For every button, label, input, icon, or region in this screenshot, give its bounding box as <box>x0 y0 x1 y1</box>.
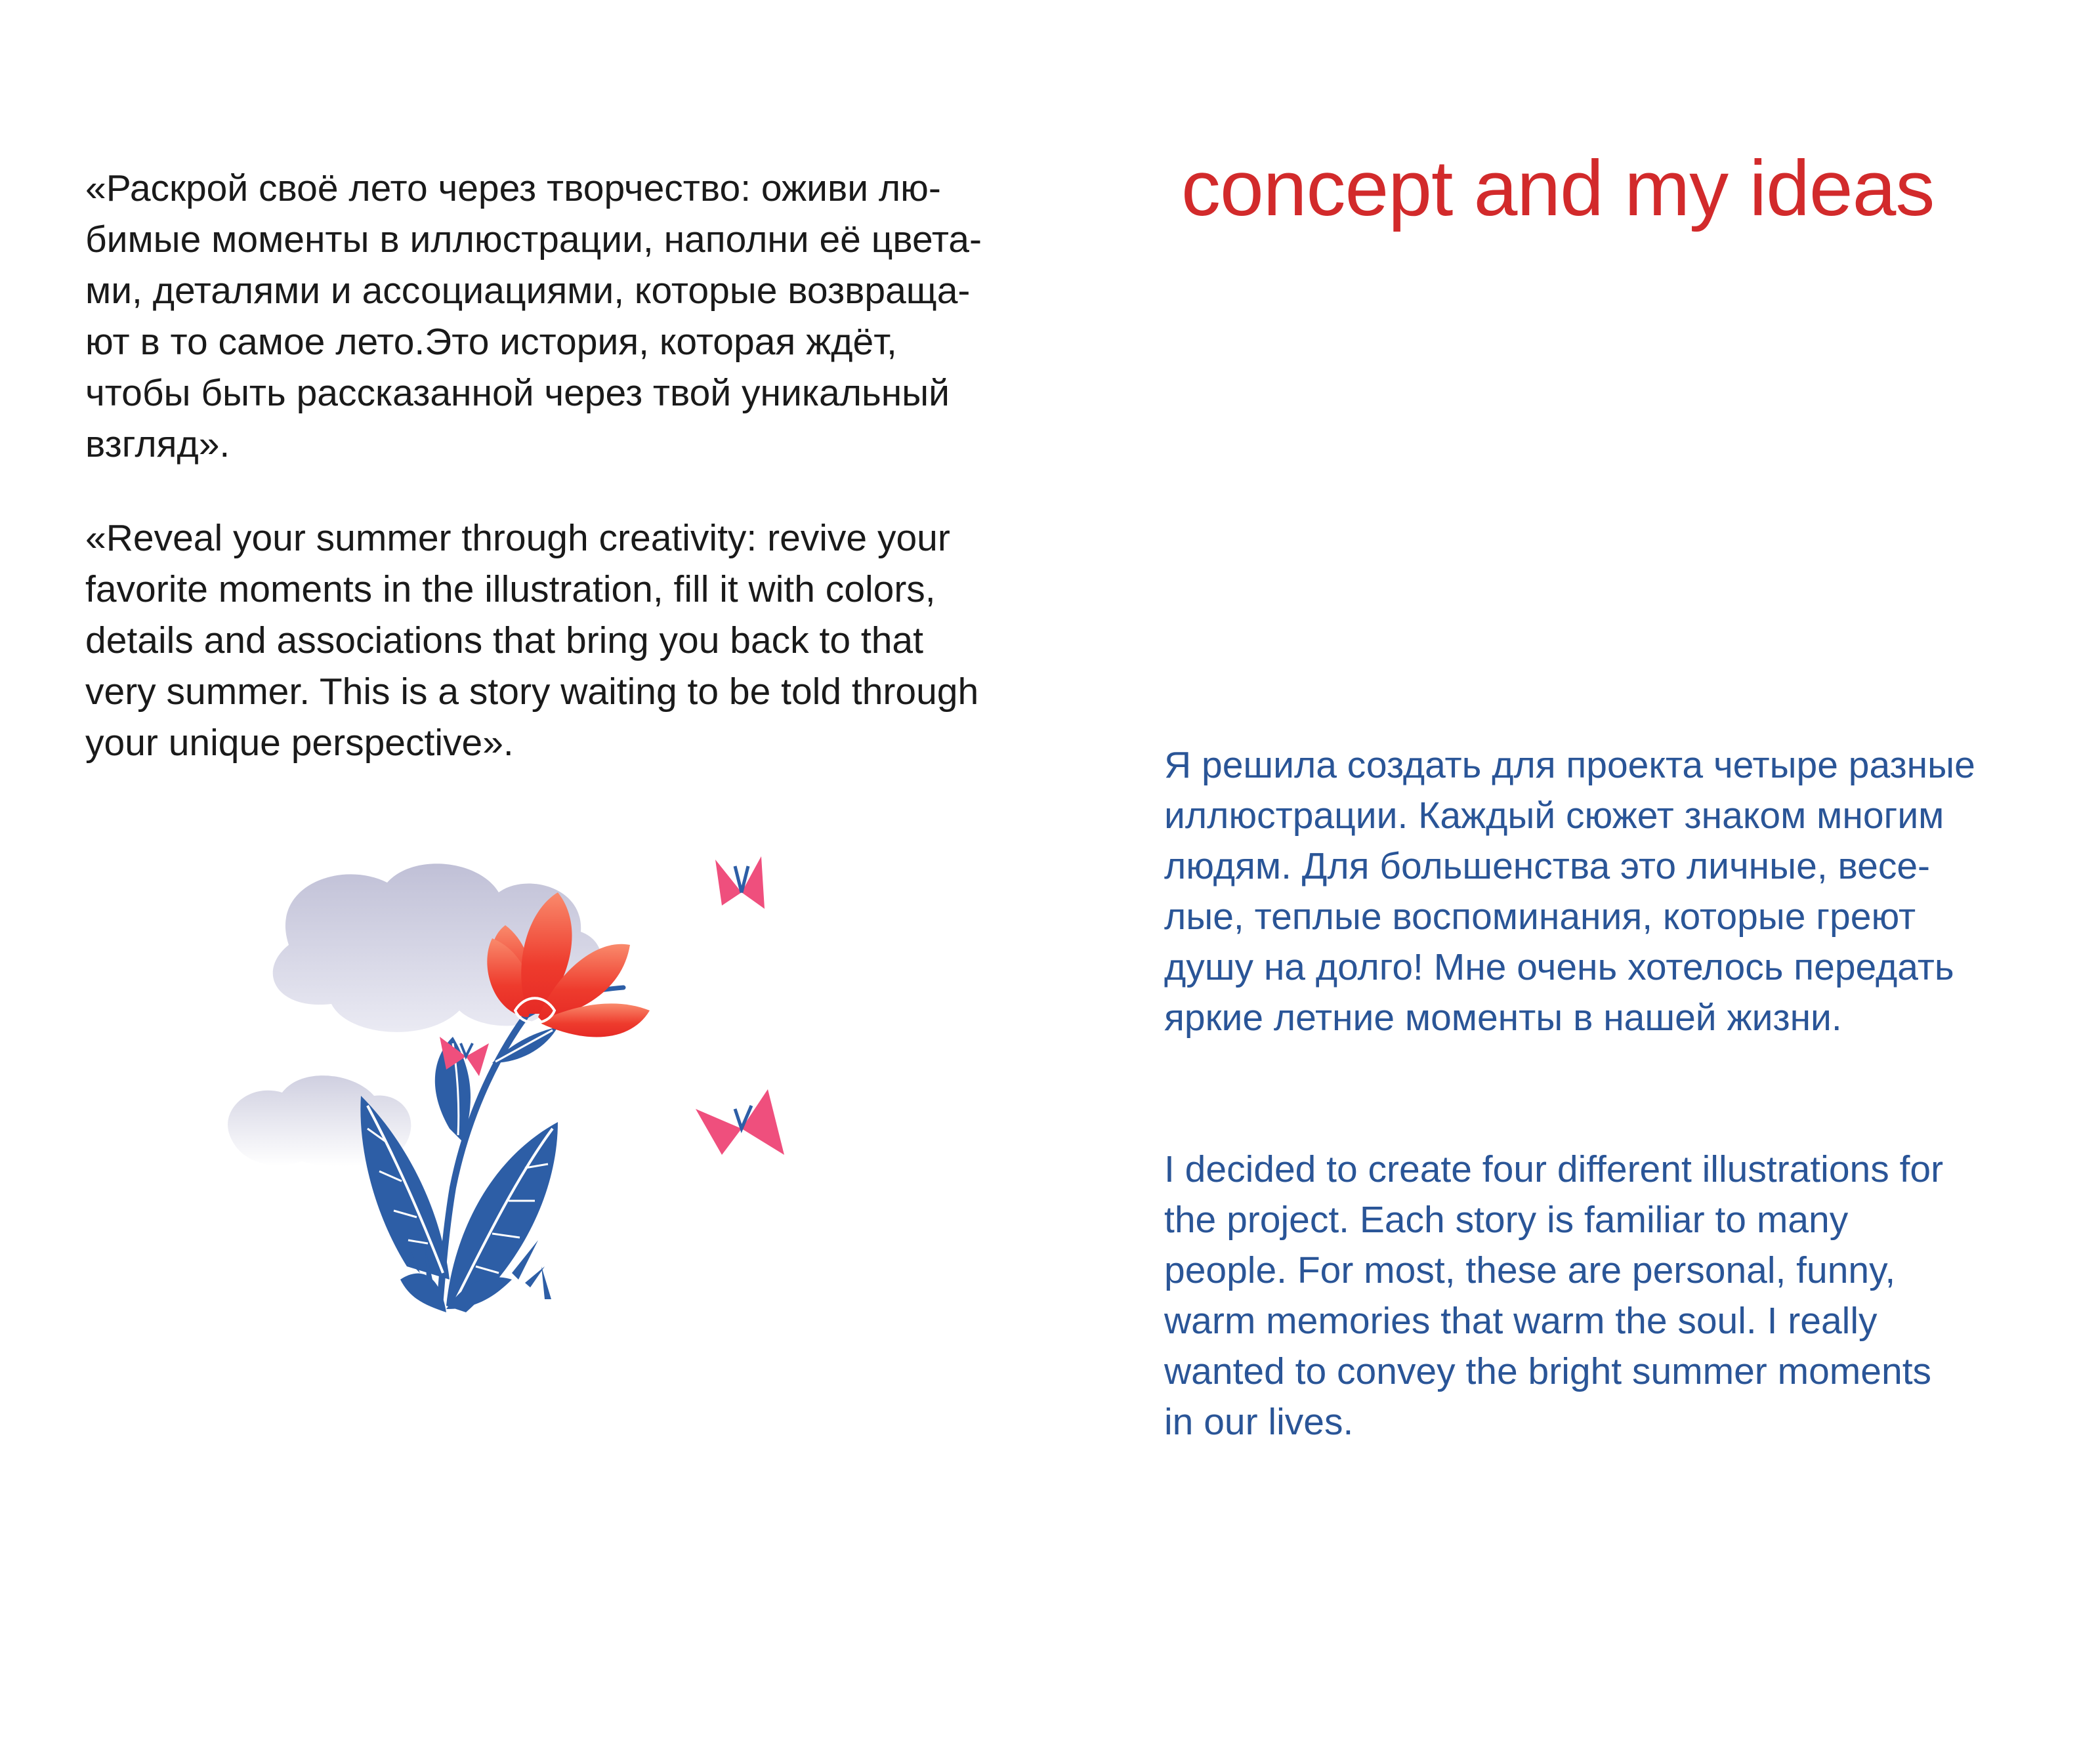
quote-english: «Reveal your summer through creativity: revive your favorite moments in the illustration, fill it with colors, details and associations that bring you back to that very summer. This is a story waiting to be told through your unique perspective». <box>85 517 979 764</box>
butterfly-bottom-right <box>696 1089 784 1155</box>
flower-butterflies-illustration <box>217 846 847 1371</box>
concept-text-russian: Я решила создать для проекта четыре разные иллюстрации. Каждый сюжет знаком многим людям. Для большенства это личные, весе- лые, теплые воспоминания, которые греют душу на долго! Мне очень хотелось передать яркие летние моменты в нашей жизни. <box>1164 744 1975 1039</box>
quote-russian: «Раскрой своё лето через творчество: оживи лю- бимые моменты в иллюстрации, наполни её цвета- ми, деталями и ассоциациями, которые возвраща- ют в то самое лето.Это история, которая ждёт, чтобы быть рассказанной через твой уникальный взгляд». <box>85 167 982 465</box>
butterfly-top-right <box>715 856 765 909</box>
concept-text-english: I decided to create four different illustrations for the project. Each story is familiar to many people. For most, these are personal, funny, warm memories that warm the soul. I really wanted to convey the bright summer moments in our lives. <box>1164 1148 1944 1443</box>
page-title: concept and my ideas <box>1181 144 1935 232</box>
